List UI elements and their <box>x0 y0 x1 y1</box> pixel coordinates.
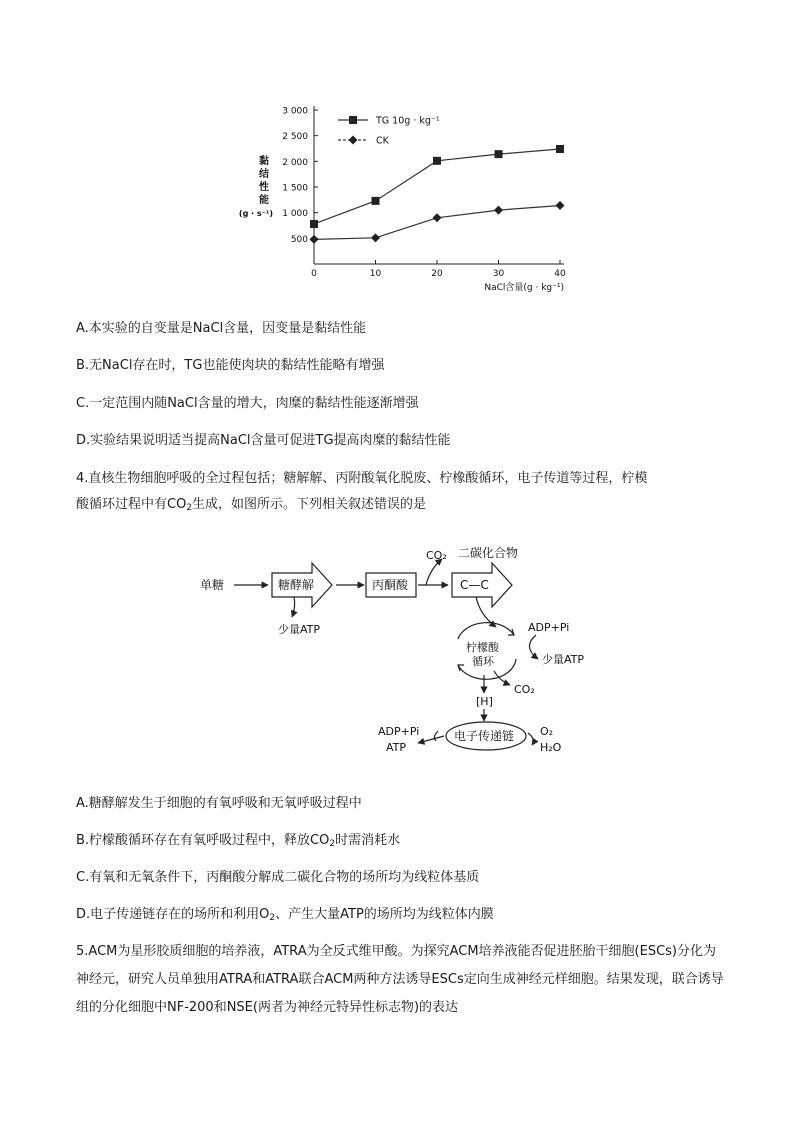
label-etc: 电子传递链 <box>454 729 515 743</box>
q4-stem-line2 <box>76 497 426 513</box>
arrow-etc-atp <box>418 736 444 743</box>
q4-option-c-text: C.有氧和无氧条件下，丙酮酸分解成二碳化合物的场所均为线粒体基质 <box>76 870 480 885</box>
y-tick-label: 1 500 <box>282 183 308 194</box>
y-tick-label: 2 500 <box>282 132 308 143</box>
chart-legend <box>338 116 440 147</box>
q4-option-b-text-b: 时需消耗水 <box>335 833 401 848</box>
label-co2-mid: CO₂ <box>514 683 535 696</box>
q3-option-a: A.本实验的自变量是NaCl含量，因变量是黏结性能 <box>76 321 367 336</box>
q4-option-a-text: A.糖酵解发生于细胞的有氧呼吸和无氧呼吸过程中 <box>76 796 362 811</box>
q4-option-d-sub: 2 <box>269 913 276 923</box>
q4-stem-text-b: 生成，如图所示。下列相关叙述错误的是 <box>192 497 427 512</box>
label-atp-left: ATP <box>386 741 407 754</box>
chart-axes <box>239 106 566 293</box>
series-point-diamond <box>433 213 442 222</box>
legend-marker-square <box>349 116 357 124</box>
label-h2o: H₂O <box>540 741 562 754</box>
label-monosaccharide: 单糖 <box>200 578 225 592</box>
legend-marker-diamond <box>349 136 358 145</box>
series-point-diamond <box>310 235 319 244</box>
respiration-diagram <box>196 535 606 770</box>
x-tick-label: 40 <box>554 269 566 279</box>
q4-option-b <box>76 833 400 849</box>
q4-stem-text-a: 酸循环过程中有CO <box>76 497 187 512</box>
series-point-square <box>495 150 503 158</box>
nacl-adhesion-chart <box>230 98 580 298</box>
series-point-square <box>433 157 441 165</box>
arrow-etc-left-curve <box>434 731 438 741</box>
legend-label-1: CK <box>376 135 389 147</box>
arrow-glycolysis-to-atp <box>292 597 295 617</box>
q3-option-d: D.实验结果说明适当提高NaCl含量可促进TG提高肉糜的黏结性能 <box>76 433 451 448</box>
series-point-diamond <box>494 206 503 215</box>
q5-paragraph: 5.ACM为星形胶质细胞的培养液，ATRA为全反式维甲酸。为探究ACM培养液能否促进胚胎干细胞(ESCs)分化为神经元，研究人员单独用ATRA和ATRA联合ACM两种方法诱导ESCs定向生成神经元样细胞。结果发现，联合诱导组的分化细胞中NF-200和NSE(两者为神经元特异性标志物)的表达 <box>76 944 724 1015</box>
q4-option-d <box>76 907 494 923</box>
chart-series <box>310 145 565 244</box>
label-h: [H] <box>476 695 493 708</box>
label-two-carbon: 二碳化合物 <box>458 546 519 560</box>
series-point-square <box>310 220 318 228</box>
series-point-square <box>556 145 564 153</box>
y-tick-label: 1 000 <box>282 209 308 220</box>
x-tick-label: 10 <box>369 269 382 279</box>
x-tick-label: 0 <box>311 269 317 279</box>
q4-option-a <box>76 796 362 812</box>
series-point-square <box>372 197 380 205</box>
label-adp-pi-left: ADP+Pi <box>378 725 420 738</box>
series-point-diamond <box>556 201 565 210</box>
cycle-arc-top <box>458 623 514 639</box>
q4-stem-line1: 4.直核生物细胞呼吸的全过程包括；糖解解、丙附酸氧化脱废、柠橡酸循环，电子传道等过程，柠模 <box>76 471 648 486</box>
y-tick-label: 2 000 <box>282 157 308 168</box>
label-adp-pi-right: ADP+Pi <box>528 621 570 634</box>
label-pyruvate: 丙酮酸 <box>372 578 409 592</box>
label-small-atp-1: 少量ATP <box>278 623 321 636</box>
q3-option-b: B.无NaCl存在时，TG也能使肉块的黏结性能略有增强 <box>76 358 385 373</box>
label-o2: O₂ <box>540 725 554 738</box>
y-tick-label: 500 <box>290 234 308 245</box>
label-small-atp-2: 少量ATP <box>542 653 585 666</box>
q4-stem-sub: 2 <box>186 503 193 513</box>
respiration-diagram-svg <box>196 535 606 770</box>
x-tick-label: 20 <box>431 269 443 279</box>
q4-option-c <box>76 870 479 886</box>
label-citric-2: 循环 <box>472 655 494 668</box>
arrow-o2-h2o <box>528 733 533 745</box>
q4-option-b-sub: 2 <box>329 839 336 849</box>
label-citric-1: 柠檬酸 <box>466 641 499 654</box>
series-point-diamond <box>371 233 380 242</box>
label-cc: C—C <box>460 578 489 592</box>
arrow-cycle-atp <box>529 635 538 659</box>
y-tick-label: 3 000 <box>282 106 308 117</box>
legend-label-0: TG 10g · kg⁻¹ <box>376 115 440 127</box>
arrow-co2-top <box>426 559 442 585</box>
y-axis-label-part: 能 <box>259 195 269 206</box>
x-axis-label: NaCl含量(g · kg⁻¹) <box>484 283 564 293</box>
y-axis-label-part: 结 <box>259 169 269 180</box>
q4-option-b-text-a: B.柠檬酸循环存在有氧呼吸过程中，释放CO <box>76 833 330 848</box>
q4-option-d-text-b: 、产生大量ATP的场所均为线粒体内膜 <box>275 907 494 922</box>
q4-option-d-text-a: D.电子传递链存在的场所和利用O <box>76 907 270 922</box>
label-glycolysis: 糖酵解 <box>278 578 315 592</box>
y-axis-label-part: 黏 <box>259 156 269 167</box>
q3-option-c: C.一定范围内随NaCl含量的增大，肉糜的黏结性能逐渐增强 <box>76 396 419 411</box>
chart-svg <box>230 98 580 298</box>
label-co2-top: CO₂ <box>426 549 447 562</box>
x-tick-label: 30 <box>492 269 505 279</box>
y-axis-label-part: 性 <box>259 182 269 193</box>
y-axis-label-part: (g · s⁻¹) <box>238 209 274 218</box>
